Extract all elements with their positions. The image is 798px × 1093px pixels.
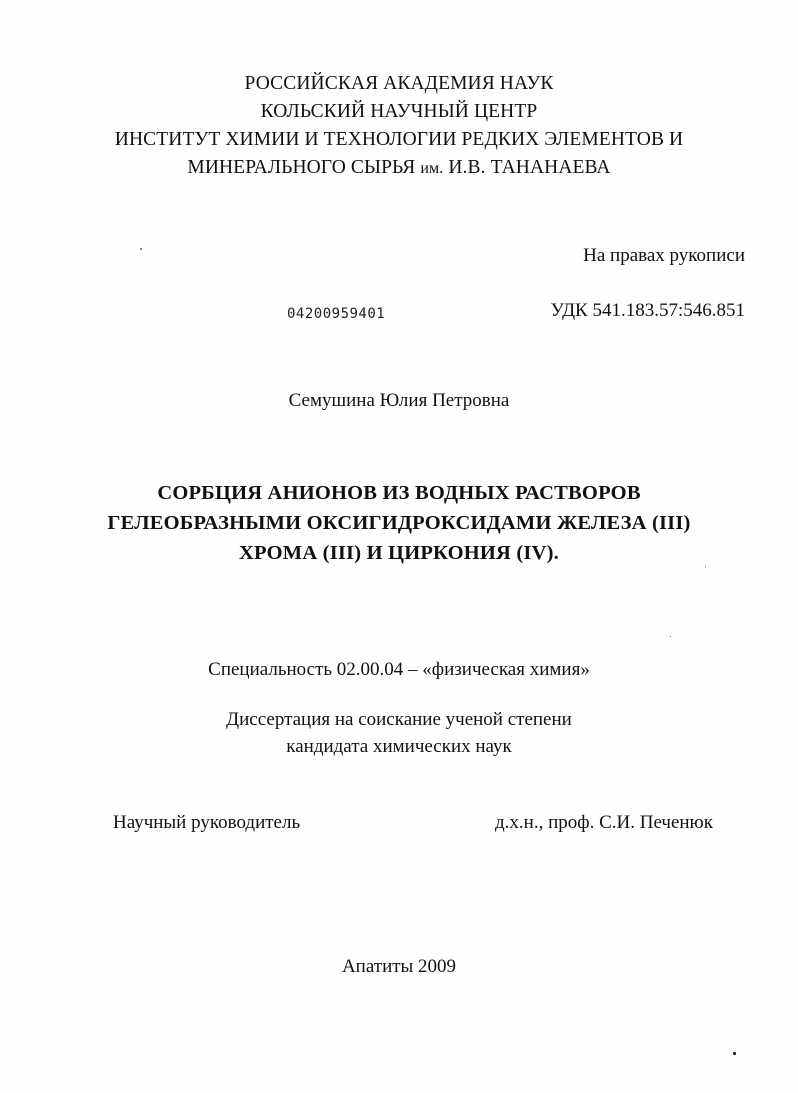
title-line-2: ГЕЛЕОБРАЗНЫМИ ОКСИГИДРОКСИДАМИ ЖЕЛЕЗА (III) [107,512,691,534]
scan-speck [140,248,142,250]
scan-speck [733,1052,736,1055]
title-line-1: СОРБЦИЯ АНИОНОВ ИЗ ВОДНЫХ РАСТВОРОВ [157,482,641,504]
header-academy: РОССИЙСКАЯ АКАДЕМИЯ НАУК [244,73,554,94]
header-institute-name: И.В. ТАНАНАЕВА [448,157,611,178]
supervisor-label: Научный руководитель [113,812,301,833]
catalog-number-stamp: 04200959401 [287,306,386,322]
specialty: Специальность 02.00.04 – «физическая химия» [208,659,590,680]
scan-speck [670,636,671,637]
header-center: КОЛЬСКИЙ НАУЧНЫЙ ЦЕНТР [260,101,538,122]
udk-code: УДК 541.183.57:546.851 [550,300,745,321]
place-year: Апатиты 2009 [341,956,457,977]
header-institute-continued [0,156,798,181]
degree-line-2: кандидата химических наук [286,736,512,757]
header-institute-main: МИНЕРАЛЬНОГО СЫРЬЯ [187,157,416,178]
title-line-3: ХРОМА (III) И ЦИРКОНИЯ (IV). [239,542,559,564]
scan-speck [705,566,706,568]
author-name: Семушина Юлия Петровна [288,390,510,411]
degree-line-1: Диссертация на соискание ученой степени [226,709,572,730]
header-institute-abbrev: им. [420,160,444,177]
supervisor-name: д.х.н., проф. С.И. Печенюк [495,812,713,833]
header-institute: ИНСТИТУТ ХИМИИ И ТЕХНОЛОГИИ РЕДКИХ ЭЛЕМЕНТОВ И [114,129,684,150]
manuscript-note: На правах рукописи [583,245,745,266]
